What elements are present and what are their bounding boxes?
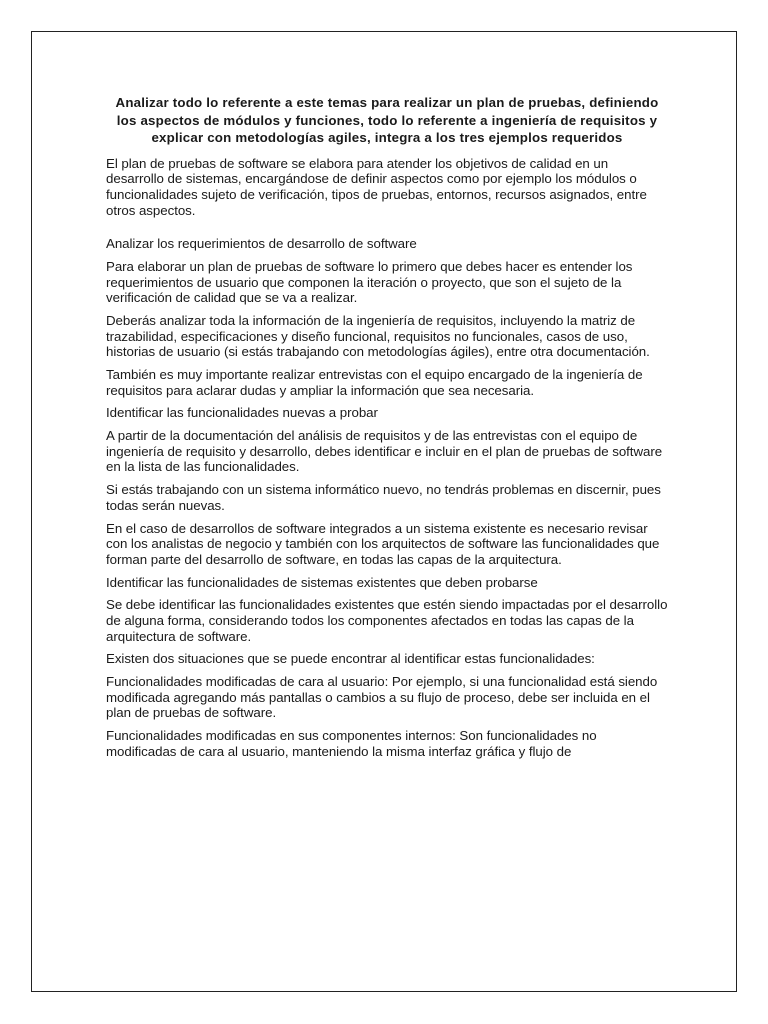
- paragraph: A partir de la documentación del análisis de requisitos y de las entrevistas con el equipo de ingeniería de requisito y desarrollo, debes identificar e incluir en el plan de pruebas de software en la lista de las funcionalidades.: [106, 428, 663, 475]
- paragraph: Deberás analizar toda la información de la ingeniería de requisitos, incluyendo la matriz de trazabilidad, especificaciones y diseño funcional, requisitos no funcionales, casos de uso, historias de usuario (si estás trabajando con metodologías ágiles), entre otra documentación.: [106, 313, 650, 360]
- paragraph: Se debe identificar las funcionalidades existentes que estén siendo impactadas por el desarrollo de alguna forma, considerando todos los componentes afectados en todas las capas de la arquitectura de software.: [106, 597, 668, 644]
- section-heading: Identificar las funcionalidades de sistemas existentes que deben probarse: [106, 574, 538, 590]
- paragraph: Funcionalidades modificadas en sus componentes internos: Son funcionalidades no modificadas de cara al usuario, manteniendo la misma interfaz gráfica y flujo de: [106, 728, 597, 759]
- section-heading: Analizar los requerimientos de desarrollo de software: [106, 236, 417, 252]
- page-content: [106, 94, 668, 766]
- document-title: Analizar todo lo referente a este temas para realizar un plan de pruebas, definiendo los aspectos de módulos y funciones, todo lo referente a ingeniería de requisitos y explicar con metodologías agiles, integra a los tres ejemplos requeridos: [115, 95, 659, 146]
- section-heading: Identificar las funcionalidades nuevas a probar: [106, 405, 378, 421]
- paragraph: En el caso de desarrollos de software integrados a un sistema existente es necesario revisar con los analistas de negocio y también con los arquitectos de software las funcionalidades que forman parte del desarrollo de software, en todas las capas de la arquitectura.: [106, 520, 660, 567]
- spacer: [106, 225, 668, 236]
- paragraph: Funcionalidades modificadas de cara al usuario: Por ejemplo, si una funcionalidad está siendo modificada agregando más pantallas o cambios a su flujo de proceso, debe ser incluida en el plan de pruebas de software.: [106, 674, 658, 721]
- paragraph: Existen dos situaciones que se puede encontrar al identificar estas funcionalidades:: [106, 651, 595, 667]
- paragraph: También es muy importante realizar entrevistas con el equipo encargado de la ingeniería de requisitos para aclarar dudas y ampliar la información que sea necesaria.: [106, 367, 643, 398]
- paragraph: Si estás trabajando con un sistema informático nuevo, no tendrás problemas en discernir, pues todas serán nuevas.: [106, 482, 661, 513]
- paragraph: Para elaborar un plan de pruebas de software lo primero que debes hacer es entender los requerimientos de usuario que componen la iteración o proyecto, que son el sujeto de la verificación de calidad que se va a realizar.: [106, 259, 633, 306]
- paragraph-intro: El plan de pruebas de software se elabora para atender los objetivos de calidad en un desarrollo de sistemas, encargándose de definir aspectos como por ejemplo los módulos o funcionalidades sujeto de verificación, tipos de pruebas, entornos, recursos asignados, entre otros aspectos.: [106, 155, 647, 218]
- document-page: [31, 31, 737, 992]
